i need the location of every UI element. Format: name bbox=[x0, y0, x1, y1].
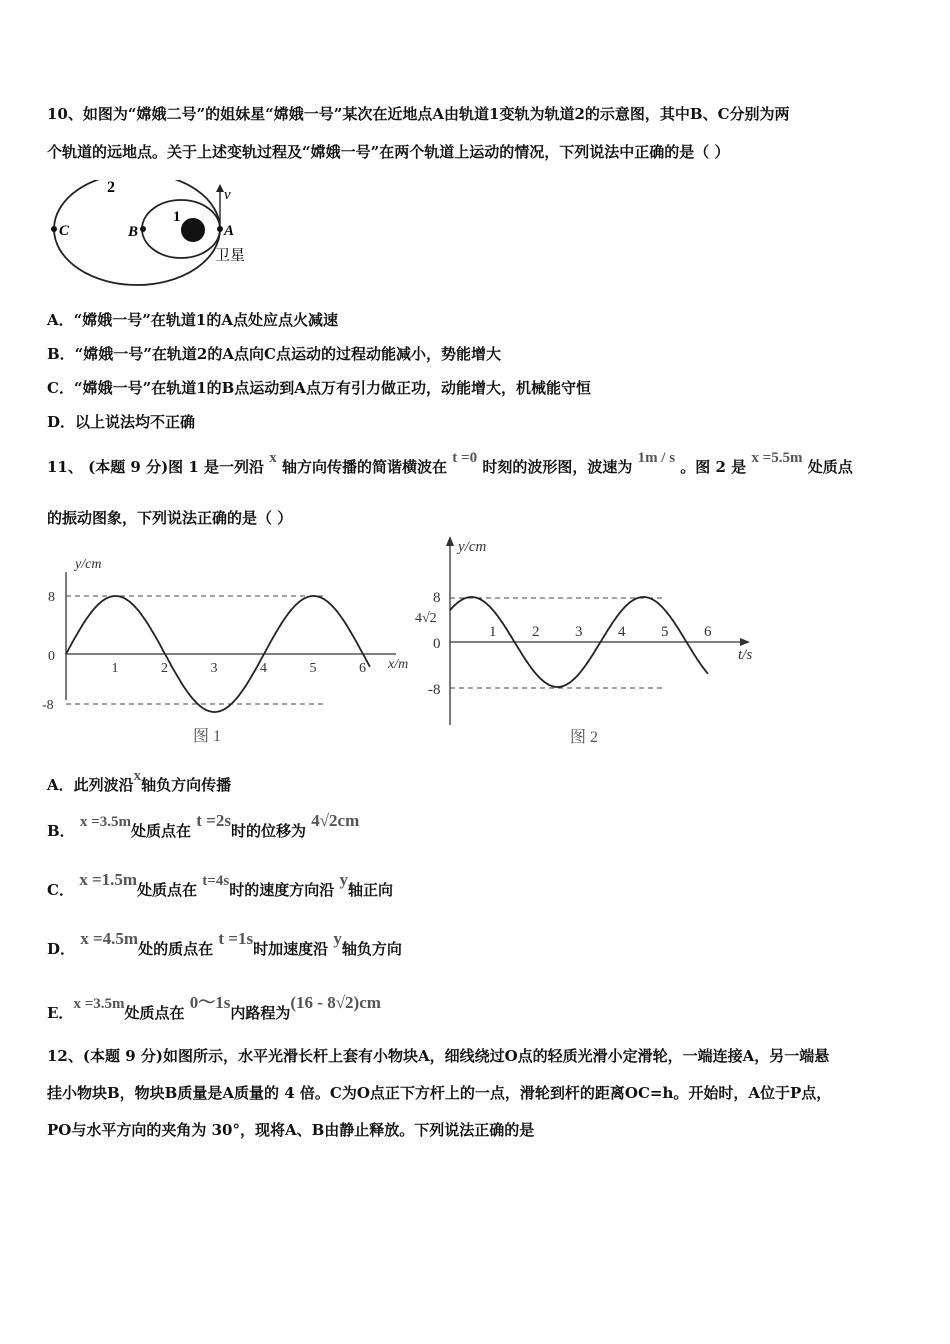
fig2-xtick-5: 5 bbox=[661, 624, 669, 640]
point-a-label: A bbox=[224, 223, 235, 239]
q11-a-pre: A．此列波沿 bbox=[47, 776, 134, 794]
q11-e-math2: 0～1s bbox=[189, 993, 231, 1012]
q11-c-pre: C． bbox=[47, 881, 74, 899]
q11-e-math1: x =3.5m bbox=[73, 996, 125, 1012]
q11-b-math3: 4√2cm bbox=[311, 811, 360, 830]
q11-d-math3: y bbox=[333, 929, 342, 948]
fig2-ytick-top: 8 bbox=[433, 590, 441, 606]
q11-text-2: 轴方向传播的简谐横波在 bbox=[282, 458, 448, 476]
q11-text-5: 处质点 bbox=[807, 458, 853, 476]
q11-b-pre: B． bbox=[47, 822, 75, 840]
q10-line1: 10、如图为“嫦娥二号”的姐妹星“嫦娥一号”某次在近地点A由轨道1变轨为轨道2的示意图，其中B、C分别为两 bbox=[47, 105, 790, 123]
point-b-dot bbox=[140, 226, 146, 232]
fig1-xtick-3: 3 bbox=[210, 661, 218, 676]
fig2-ylabel: y/cm bbox=[458, 539, 487, 555]
q11-e-math3: (16 - 8√2)cm bbox=[290, 993, 381, 1012]
fig2-ytick-mid: 4√2 bbox=[415, 611, 437, 626]
fig2-xlabel: t/s bbox=[738, 647, 753, 663]
q11-option-a bbox=[47, 768, 232, 795]
fig2-xtick-3: 3 bbox=[575, 624, 583, 640]
fig1-xlabel: x/m bbox=[388, 657, 409, 672]
fig1-xtick-1: 1 bbox=[111, 661, 119, 676]
q11-option-c bbox=[47, 870, 393, 900]
fig2-xtick-1: 1 bbox=[489, 624, 497, 640]
q11-d-text1: 处的质点在 bbox=[138, 940, 214, 958]
q11-math-x: x bbox=[269, 450, 277, 466]
q11-e-text1: 处质点在 bbox=[124, 1004, 185, 1022]
q11-math-t0: t =0 bbox=[452, 450, 478, 466]
q11-c-text1: 处质点在 bbox=[137, 881, 198, 899]
q11-b-text2: 时的位移为 bbox=[230, 822, 306, 840]
vibration-figure-2 bbox=[410, 530, 770, 755]
q11-d-text3: 轴负方向 bbox=[341, 940, 402, 958]
q11-option-e bbox=[47, 993, 381, 1023]
fig2-xtick-6: 6 bbox=[704, 624, 712, 640]
fig1-ytick-bottom: -8 bbox=[42, 698, 54, 713]
q11-c-math2: t=4s bbox=[202, 873, 230, 889]
q11-c-math1: x =1.5m bbox=[79, 870, 138, 889]
q12-line2: 挂小物块B，物块B质量是A质量的 4 倍。C为O点正下方杆上的一点，滑轮到杆的距离OC=h。开始时，A位于P点， bbox=[47, 1084, 832, 1102]
wave-figure-1 bbox=[38, 550, 428, 755]
q11-d-text2: 时加速度沿 bbox=[253, 940, 329, 958]
point-b-label: B bbox=[128, 224, 139, 240]
q11-line2: 的振动图象，下列说法正确的是（ ） bbox=[47, 509, 293, 527]
fig1-xtick-6: 6 bbox=[359, 661, 366, 676]
q11-math-speed: 1m / s bbox=[637, 450, 676, 466]
orbit-1-label: 1 bbox=[173, 209, 181, 225]
q11-option-b bbox=[47, 811, 360, 841]
q11-option-d bbox=[47, 929, 402, 959]
satellite-label: 卫星 bbox=[215, 248, 246, 264]
fig2-caption: 图 2 bbox=[570, 729, 599, 746]
q12-line3: PO与水平方向的夹角为 30°，现将A、B由静止释放。下列说法正确的是 bbox=[47, 1121, 535, 1139]
q11-d-math2: t =1s bbox=[218, 929, 254, 948]
orbit-1 bbox=[142, 200, 220, 258]
q11-text-3: 时刻的波形图，波速为 bbox=[482, 458, 633, 476]
q10-option-a: A．“嫦娥一号”在轨道1的A点处应点火减速 bbox=[47, 311, 338, 329]
orbit-diagram bbox=[45, 180, 260, 290]
fig1-ylabel: y/cm bbox=[75, 557, 102, 572]
velocity-label: v bbox=[224, 187, 231, 203]
point-c-label: C bbox=[59, 223, 70, 239]
fig2-ytick-zero: 0 bbox=[433, 636, 441, 652]
fig1-xtick-5: 5 bbox=[309, 661, 317, 676]
q11-a-post: 轴负方向传播 bbox=[141, 776, 232, 794]
planet bbox=[181, 218, 205, 242]
q10-line2: 个轨道的远地点。关于上述变轨过程及“嫦娥一号”在两个轨道上运动的情况，下列说法中正确的是（ ） bbox=[47, 143, 730, 161]
q11-c-text3: 轴正向 bbox=[347, 881, 393, 899]
fig2-xtick-2: 2 bbox=[532, 624, 540, 640]
q11-b-math2: t =2s bbox=[196, 811, 231, 830]
fig1-ytick-zero: 0 bbox=[48, 649, 55, 664]
fig2-xtick-4: 4 bbox=[618, 624, 626, 640]
point-c-dot bbox=[51, 226, 57, 232]
q11-math-x55: x =5.5m bbox=[751, 450, 803, 466]
q11-d-math1: x =4.5m bbox=[80, 929, 139, 948]
q10-option-b: B．“嫦娥一号”在轨道2的A点向C点运动的过程动能减小，势能增大 bbox=[47, 345, 501, 363]
fig2-ytick-bottom: -8 bbox=[428, 682, 441, 698]
q10-option-c: C．“嫦娥一号”在轨道1的B点运动到A点万有引力做正功，动能增大，机械能守恒 bbox=[47, 379, 591, 397]
q11-d-pre: D． bbox=[47, 940, 76, 958]
q11-c-math3: y bbox=[339, 870, 348, 889]
q11-b-math1: x =3.5m bbox=[79, 814, 131, 830]
q11-c-text2: 时的速度方向沿 bbox=[229, 881, 335, 899]
q11-b-text1: 处质点在 bbox=[130, 822, 191, 840]
point-a-dot bbox=[217, 226, 223, 232]
fig1-ytick-top: 8 bbox=[48, 590, 55, 605]
fig1-xtick-4: 4 bbox=[260, 661, 267, 676]
q11-text-4: 。图 2 是 bbox=[680, 458, 747, 476]
orbit-2-label: 2 bbox=[107, 180, 115, 196]
q11-line1 bbox=[47, 450, 853, 477]
q11-text-1: 11、 (本题 9 分)图 1 是一列沿 bbox=[47, 458, 265, 476]
fig1-xtick-2: 2 bbox=[161, 661, 168, 676]
q11-e-pre: E． bbox=[47, 1004, 74, 1022]
q10-option-d: D．以上说法均不正确 bbox=[47, 413, 196, 431]
q12-line1: 12、(本题 9 分)如图所示，水平光滑长杆上套有小物块A，细线绕过O点的轻质光滑小定滑轮，一端连接A，另一端悬 bbox=[47, 1047, 830, 1065]
q11-a-math: x bbox=[133, 768, 142, 784]
fig1-caption: 图 1 bbox=[193, 728, 222, 745]
q11-e-text2: 内路程为 bbox=[230, 1004, 291, 1022]
